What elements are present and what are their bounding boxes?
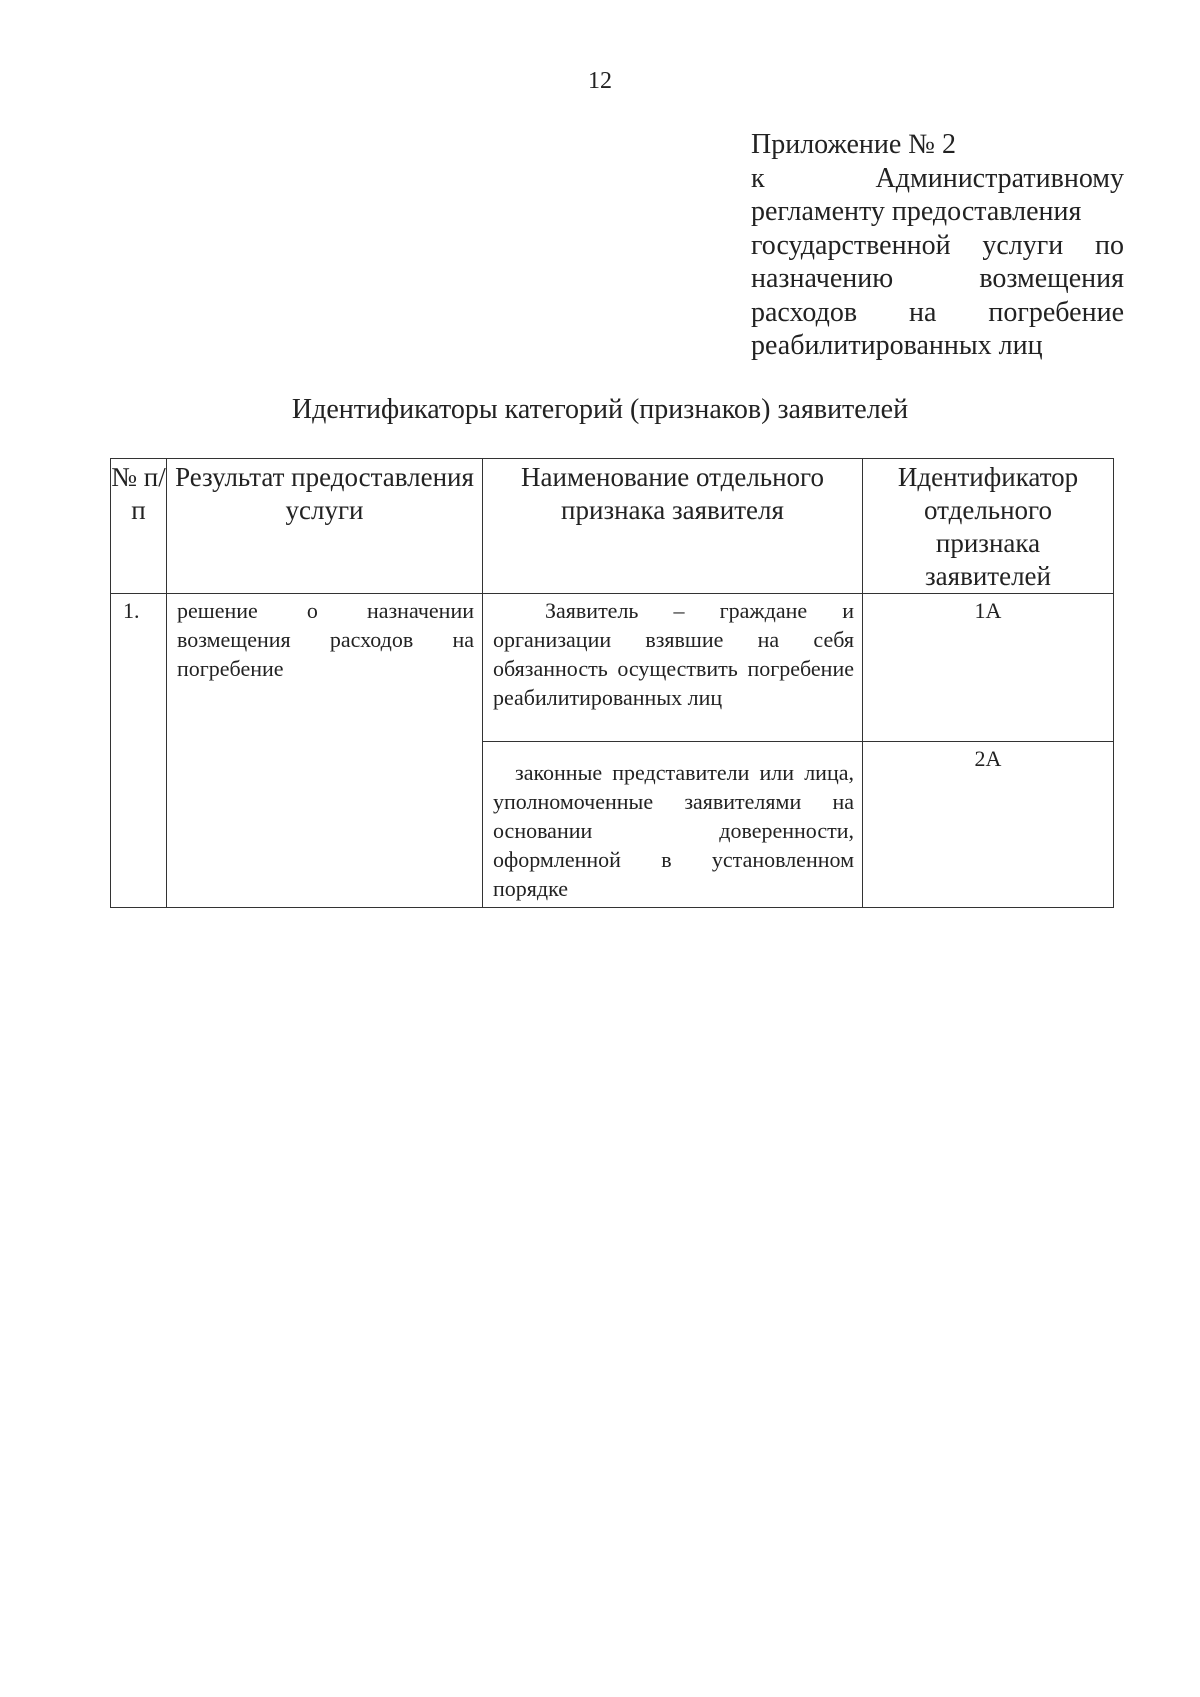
header-id-label: Идентификатор отдельного признака заявителей — [897, 462, 1079, 591]
header-name — [483, 459, 863, 594]
identifiers-table — [110, 458, 1114, 908]
header-id — [863, 459, 1114, 594]
header-name-label: Наименование отдельного признака заявителя — [521, 462, 824, 525]
table-title: Идентификаторы категорий (признаков) заявителей — [291, 394, 909, 425]
header-result — [167, 459, 483, 594]
appendix-line: Приложение № 2 — [751, 129, 956, 160]
appendix-line: назначению возмещения — [751, 263, 1124, 294]
row-identifier: 1А — [863, 594, 1114, 742]
header-num — [111, 459, 167, 594]
appendix-line: регламенту предоставления — [751, 196, 1082, 227]
row-applicant-name: Заявитель – граждане и организации взявшие на себя обязанность осуществить погребение реабилитированных лиц — [483, 594, 863, 742]
table-header-row — [111, 459, 1114, 594]
header-result-label: Результат предоставления услуги — [175, 462, 474, 525]
appendix-block — [751, 128, 1124, 363]
appendix-line: государственной услуги по — [751, 229, 1124, 261]
row-num: 1. — [111, 594, 167, 908]
appendix-line: реабилитированных лиц — [751, 330, 1043, 361]
page-number: 12 — [588, 68, 612, 94]
appendix-line: к Административному — [751, 162, 1124, 194]
row-result: решение о назначении возмещения расходов на погребение — [167, 594, 483, 908]
appendix-line: расходов на погребение — [751, 296, 1124, 328]
table-row — [111, 594, 1114, 742]
header-num-label: № п/п — [111, 462, 166, 525]
row-identifier: 2А — [863, 742, 1114, 908]
row-applicant-name: законные представители или лица, уполномоченные заявителями на основании доверенности, оформленной в установленном порядке — [483, 742, 863, 908]
